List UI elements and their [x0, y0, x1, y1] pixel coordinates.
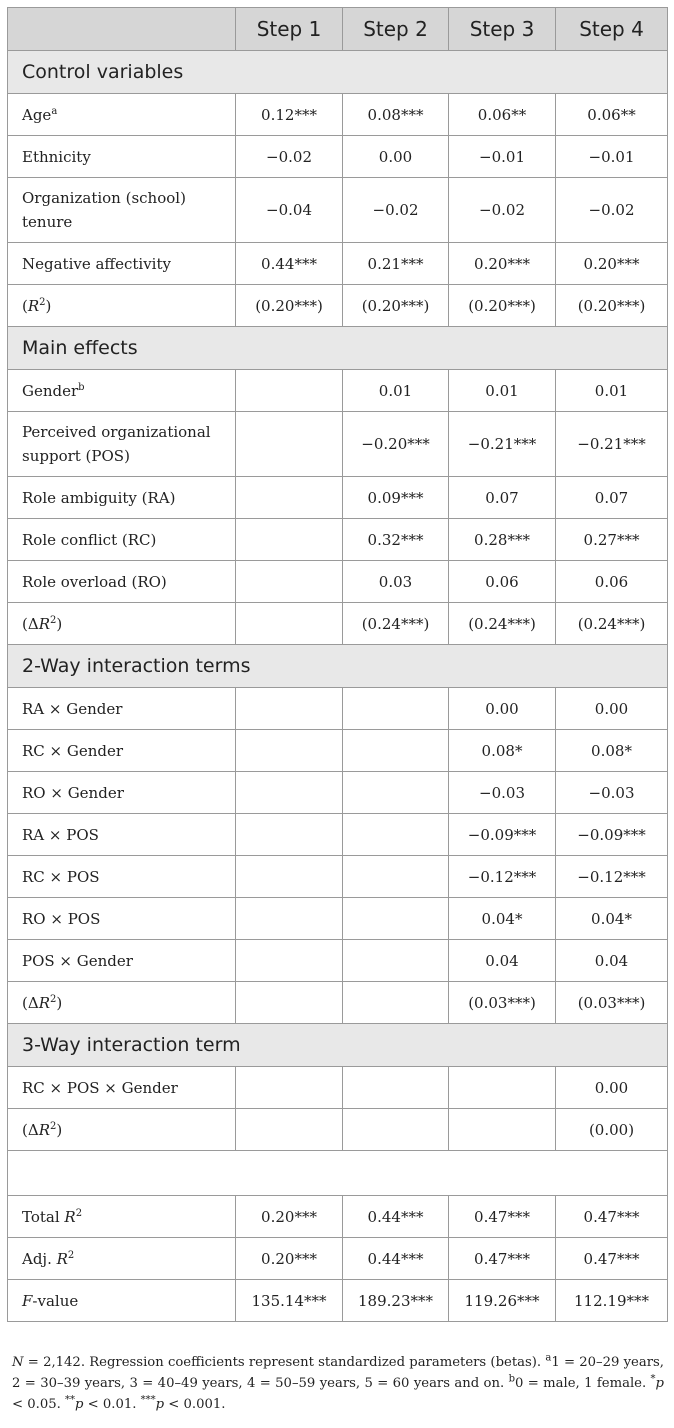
- value-cell-step-1: [236, 561, 343, 603]
- row-label-suffix: ): [56, 993, 63, 1012]
- value-cell-step-3: 0.00: [449, 688, 556, 730]
- value-cell-step-3: 0.20***: [449, 243, 556, 285]
- header-cell-step-3: Step 3: [449, 8, 556, 51]
- value-cell-step-1: [236, 603, 343, 645]
- row-label-superscript: 2: [39, 296, 46, 308]
- row-label: [8, 412, 236, 477]
- value-cell-step-4: 0.00: [556, 688, 668, 730]
- regression-table: [7, 7, 668, 1322]
- value-cell-step-4: 0.27***: [556, 519, 668, 561]
- value-cell-step-2: 0.08***: [343, 94, 449, 136]
- table-row: [8, 412, 668, 477]
- value-cell-step-2: −0.02: [343, 178, 449, 243]
- table-row: [8, 1280, 668, 1322]
- table-row: [8, 285, 668, 327]
- row-label-prefix: (: [22, 296, 28, 315]
- header-cell-variable: [8, 8, 236, 51]
- value-cell-step-3: 119.26***: [449, 1280, 556, 1322]
- value-cell-step-1: [236, 898, 343, 940]
- table-row: [8, 519, 668, 561]
- row-label-superscript: 2: [67, 1249, 75, 1261]
- row-label-superscript: 2: [49, 1120, 57, 1132]
- row-label: [8, 856, 236, 898]
- row-label-suffix: ): [56, 614, 63, 633]
- table-row: [8, 688, 668, 730]
- row-label-superscript: 2: [75, 1207, 83, 1219]
- value-cell-step-1: [236, 1067, 343, 1109]
- table-row: [8, 370, 668, 412]
- value-cell-step-2: [343, 1067, 449, 1109]
- value-cell-step-4: (0.20***): [556, 285, 668, 327]
- spacer-cell: [8, 1151, 668, 1196]
- section-title: 2-Way interaction terms: [8, 645, 668, 688]
- value-cell-step-2: [343, 856, 449, 898]
- header-row: [8, 8, 668, 51]
- value-cell-step-4: (0.00): [556, 1109, 668, 1151]
- value-cell-step-3: (0.24***): [449, 603, 556, 645]
- footnote-marker: b: [78, 381, 85, 393]
- section-header-row: [8, 1024, 668, 1067]
- value-cell-step-3: 0.06**: [449, 94, 556, 136]
- row-label-text: RC × Gender: [22, 741, 124, 760]
- row-label-text: Ethnicity: [22, 147, 91, 166]
- table-row: [8, 856, 668, 898]
- row-label-symbol: F: [22, 1291, 33, 1310]
- table-row: [8, 982, 668, 1024]
- value-cell-step-2: 0.44***: [343, 1196, 449, 1238]
- row-label-prefix: Total: [22, 1207, 65, 1226]
- row-label-symbol: R: [56, 1249, 68, 1268]
- row-label-suffix: -value: [32, 1291, 79, 1310]
- row-label: [8, 688, 236, 730]
- value-cell-step-1: 0.44***: [236, 243, 343, 285]
- value-cell-step-2: [343, 814, 449, 856]
- row-label-symbol: R: [38, 614, 50, 633]
- value-cell-step-2: [343, 772, 449, 814]
- table-row: [8, 1238, 668, 1280]
- value-cell-step-3: 0.47***: [449, 1196, 556, 1238]
- value-cell-step-1: [236, 856, 343, 898]
- value-cell-step-3: 0.04*: [449, 898, 556, 940]
- row-label-superscript: 2: [49, 993, 57, 1005]
- value-cell-step-2: 0.44***: [343, 1238, 449, 1280]
- row-label-symbol: R: [38, 1120, 50, 1139]
- value-cell-step-1: −0.04: [236, 178, 343, 243]
- value-cell-step-4: 112.19***: [556, 1280, 668, 1322]
- row-label: [8, 370, 236, 412]
- table-row: [8, 561, 668, 603]
- value-cell-step-3: [449, 1109, 556, 1151]
- value-cell-step-2: 0.32***: [343, 519, 449, 561]
- value-cell-step-2: [343, 940, 449, 982]
- section-header-row: [8, 51, 668, 94]
- row-label-prefix: Adj.: [22, 1249, 57, 1268]
- value-cell-step-4: −0.09***: [556, 814, 668, 856]
- table-row: [8, 730, 668, 772]
- row-label-suffix: ): [56, 1120, 63, 1139]
- table-row: [8, 136, 668, 178]
- value-cell-step-4: 0.04*: [556, 898, 668, 940]
- value-cell-step-3: −0.03: [449, 772, 556, 814]
- table-row: [8, 772, 668, 814]
- row-label: [8, 178, 236, 243]
- value-cell-step-1: 0.20***: [236, 1196, 343, 1238]
- value-cell-step-2: [343, 1109, 449, 1151]
- row-label-symbol: R: [38, 993, 50, 1012]
- value-cell-step-1: [236, 982, 343, 1024]
- value-cell-step-2: 0.03: [343, 561, 449, 603]
- table-row: [8, 940, 668, 982]
- value-cell-step-3: −0.02: [449, 178, 556, 243]
- value-cell-step-4: (0.24***): [556, 603, 668, 645]
- row-label-text: Perceived organizational support (POS): [22, 423, 211, 465]
- table-row: [8, 603, 668, 645]
- row-label-symbol: R: [64, 1207, 76, 1226]
- row-label-prefix: (Δ: [22, 993, 39, 1012]
- value-cell-step-1: 0.12***: [236, 94, 343, 136]
- value-cell-step-2: (0.24***): [343, 603, 449, 645]
- row-label-text: Role conflict (RC): [22, 530, 157, 549]
- value-cell-step-4: 0.06**: [556, 94, 668, 136]
- row-label: [8, 940, 236, 982]
- value-cell-step-2: 0.01: [343, 370, 449, 412]
- table-row: [8, 243, 668, 285]
- row-label-text: Gender: [22, 381, 79, 400]
- value-cell-step-3: −0.21***: [449, 412, 556, 477]
- row-label-prefix: (Δ: [22, 1120, 39, 1139]
- row-label: [8, 94, 236, 136]
- row-label: [8, 982, 236, 1024]
- row-label-symbol: R: [27, 296, 40, 315]
- value-cell-step-1: [236, 814, 343, 856]
- value-cell-step-1: 0.20***: [236, 1238, 343, 1280]
- value-cell-step-3: 0.08*: [449, 730, 556, 772]
- section-title: Main effects: [8, 327, 668, 370]
- row-label-text: Age: [22, 105, 52, 124]
- row-label-text: RA × Gender: [22, 699, 123, 718]
- value-cell-step-1: [236, 477, 343, 519]
- row-label: [8, 1280, 236, 1322]
- row-label: [8, 603, 236, 645]
- row-label: [8, 519, 236, 561]
- value-cell-step-3: (0.20***): [449, 285, 556, 327]
- row-label: [8, 243, 236, 285]
- value-cell-step-1: [236, 370, 343, 412]
- value-cell-step-1: [236, 412, 343, 477]
- value-cell-step-2: [343, 982, 449, 1024]
- row-label: [8, 285, 236, 327]
- value-cell-step-4: 0.47***: [556, 1196, 668, 1238]
- section-header-row: [8, 645, 668, 688]
- section-header-row: [8, 327, 668, 370]
- row-label-text: RC × POS: [22, 867, 100, 886]
- value-cell-step-4: −0.02: [556, 178, 668, 243]
- value-cell-step-2: 0.00: [343, 136, 449, 178]
- row-label-prefix: (Δ: [22, 614, 39, 633]
- spacer-row: [8, 1151, 668, 1196]
- table-row: [8, 1067, 668, 1109]
- value-cell-step-4: 0.20***: [556, 243, 668, 285]
- value-cell-step-4: −0.12***: [556, 856, 668, 898]
- value-cell-step-2: −0.20***: [343, 412, 449, 477]
- table-row: [8, 898, 668, 940]
- row-label: [8, 730, 236, 772]
- value-cell-step-2: 0.21***: [343, 243, 449, 285]
- value-cell-step-4: −0.21***: [556, 412, 668, 477]
- value-cell-step-4: 0.06: [556, 561, 668, 603]
- table-row: [8, 814, 668, 856]
- value-cell-step-3: 0.07: [449, 477, 556, 519]
- value-cell-step-1: (0.20***): [236, 285, 343, 327]
- value-cell-step-3: −0.09***: [449, 814, 556, 856]
- row-label: [8, 561, 236, 603]
- row-label-text: POS × Gender: [22, 951, 133, 970]
- value-cell-step-2: (0.20***): [343, 285, 449, 327]
- value-cell-step-4: 0.01: [556, 370, 668, 412]
- header-cell-step-1: Step 1: [236, 8, 343, 51]
- value-cell-step-4: 0.08*: [556, 730, 668, 772]
- table-row: [8, 1109, 668, 1151]
- row-label: [8, 1196, 236, 1238]
- value-cell-step-3: (0.03***): [449, 982, 556, 1024]
- row-label-text: Role ambiguity (RA): [22, 488, 176, 507]
- row-label-text: Organization (school) tenure: [22, 189, 186, 231]
- row-label-text: RO × POS: [22, 909, 101, 928]
- value-cell-step-4: (0.03***): [556, 982, 668, 1024]
- value-cell-step-3: 0.01: [449, 370, 556, 412]
- value-cell-step-3: 0.28***: [449, 519, 556, 561]
- value-cell-step-4: 0.07: [556, 477, 668, 519]
- value-cell-step-1: [236, 688, 343, 730]
- value-cell-step-2: [343, 688, 449, 730]
- row-label-text: RA × POS: [22, 825, 99, 844]
- value-cell-step-2: 189.23***: [343, 1280, 449, 1322]
- value-cell-step-3: 0.04: [449, 940, 556, 982]
- table-row: [8, 94, 668, 136]
- value-cell-step-1: [236, 730, 343, 772]
- value-cell-step-3: 0.06: [449, 561, 556, 603]
- row-label-text: Negative affectivity: [22, 254, 171, 273]
- table-row: [8, 477, 668, 519]
- table-row: [8, 1196, 668, 1238]
- value-cell-step-1: [236, 1109, 343, 1151]
- row-label-superscript: 2: [49, 614, 57, 626]
- row-label-suffix: ): [45, 296, 52, 315]
- value-cell-step-3: −0.01: [449, 136, 556, 178]
- value-cell-step-4: 0.47***: [556, 1238, 668, 1280]
- table-row: [8, 178, 668, 243]
- value-cell-step-4: 0.04: [556, 940, 668, 982]
- value-cell-step-4: −0.03: [556, 772, 668, 814]
- value-cell-step-2: 0.09***: [343, 477, 449, 519]
- row-label-text: Role overload (RO): [22, 572, 167, 591]
- value-cell-step-4: −0.01: [556, 136, 668, 178]
- row-label: [8, 136, 236, 178]
- row-label: [8, 1109, 236, 1151]
- value-cell-step-2: [343, 898, 449, 940]
- row-label: [8, 898, 236, 940]
- value-cell-step-1: [236, 519, 343, 561]
- footnote-marker: a: [51, 105, 58, 117]
- value-cell-step-4: 0.00: [556, 1067, 668, 1109]
- value-cell-step-1: [236, 772, 343, 814]
- value-cell-step-3: [449, 1067, 556, 1109]
- value-cell-step-1: −0.02: [236, 136, 343, 178]
- row-label: [8, 814, 236, 856]
- value-cell-step-1: [236, 940, 343, 982]
- header-cell-step-2: Step 2: [343, 8, 449, 51]
- section-title: 3-Way interaction term: [8, 1024, 668, 1067]
- table-footnote: N = 2,142. Regression coefficients represent standardized parameters (betas). $^a$1 = 20–29 years, 2 = 30–39 years, 3 = 40–49 years, 4 = 50–59 years, 5 = 60 years and on. $^b$0 = male, 1 female. *p < 0.05. **p < 0.01. ***p < 0.001.: [12, 1352, 664, 1412]
- header-cell-step-4: Step 4: [556, 8, 668, 51]
- row-label: [8, 1238, 236, 1280]
- value-cell-step-2: [343, 730, 449, 772]
- row-label: [8, 1067, 236, 1109]
- row-label-text: RC × POS × Gender: [22, 1078, 178, 1097]
- section-title: Control variables: [8, 51, 668, 94]
- value-cell-step-3: 0.47***: [449, 1238, 556, 1280]
- value-cell-step-3: −0.12***: [449, 856, 556, 898]
- row-label: [8, 772, 236, 814]
- row-label-text: RO × Gender: [22, 783, 124, 802]
- value-cell-step-1: 135.14***: [236, 1280, 343, 1322]
- row-label: [8, 477, 236, 519]
